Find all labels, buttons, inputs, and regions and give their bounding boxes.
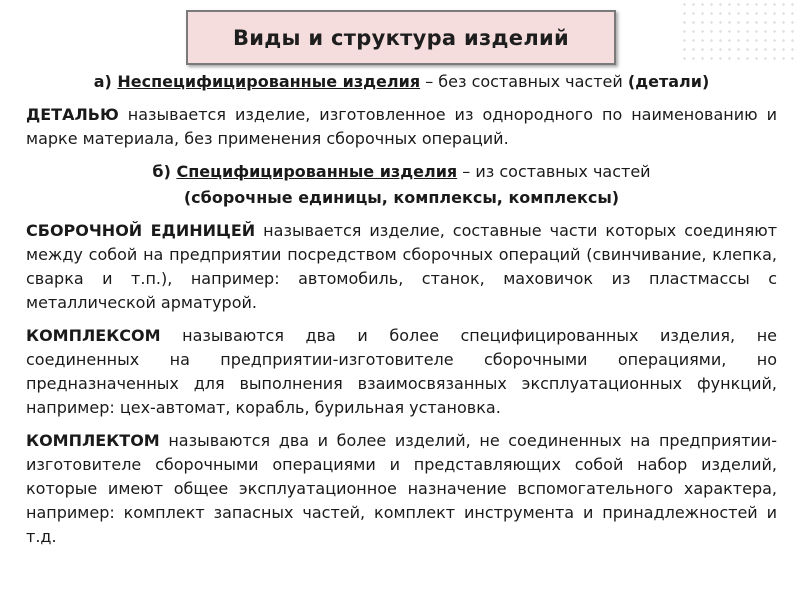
paragraph-kit — [26, 429, 777, 549]
kit-definition: называются два и более изделий, не соединенных на предприятии-изготовителе сборочными операциями и представляющих собой набор изделий, которые имеют общее эксплуатационное назначение вспомогательного характера, например: комплект запасных частей, комплект инструмента и принадлежностей и т.д. — [26, 431, 777, 546]
paragraph-detail — [26, 103, 777, 151]
heading-specified — [26, 160, 777, 184]
detail-definition: называется изделие, изготовленное из однородного по наименованию и марке материала, без применения сборочных операций. — [26, 105, 777, 148]
assembly-definition: называется изделие, составные части которых соединяют между собой на предприятии посредством сборочных операций (свинчивание, клепка, сварка и т.п.), например: автомобиль, станок, маховичок из пластмассы с металлической арматурой. — [26, 221, 778, 312]
heading-b-rest: – из составных частей — [457, 162, 651, 181]
slide-title — [186, 10, 616, 65]
heading-a-paren: (детали) — [627, 72, 710, 91]
term-unspecified: Неспецифицированные изделия — [117, 72, 421, 91]
heading-a-prefix: а) — [93, 72, 118, 91]
term-detail: ДЕТАЛЬЮ — [26, 105, 119, 124]
term-assembly-unit: СБОРОЧНОЙ ЕДИНИЦЕЙ — [26, 221, 256, 240]
term-specified: Специфицированные изделия — [176, 162, 458, 181]
corner-dot-pattern — [680, 0, 800, 60]
slide-title-text: Виды и структура изделий — [232, 25, 570, 50]
complex-definition: называются два и более специфицированных изделия, не соединенных на предприятии-изготовителе сборочными операциями, но предназначенных для выполнения взаимосвязанных эксплуатационных функций, например: цех-автомат, корабль, бурильная установка. — [26, 326, 777, 417]
heading-unspecified — [26, 70, 777, 94]
term-kit: КОМПЛЕКТОМ — [26, 431, 160, 450]
term-complex: КОМПЛЕКСОМ — [26, 326, 161, 345]
heading-b-prefix: б) — [152, 162, 177, 181]
heading-a-rest: – без составных частей — [420, 72, 628, 91]
heading-specified-paren: (сборочные единицы, комплексы, комплексы) — [183, 188, 620, 207]
slide-content — [26, 70, 777, 549]
paragraph-complex — [26, 324, 777, 420]
paragraph-assembly — [26, 219, 777, 315]
